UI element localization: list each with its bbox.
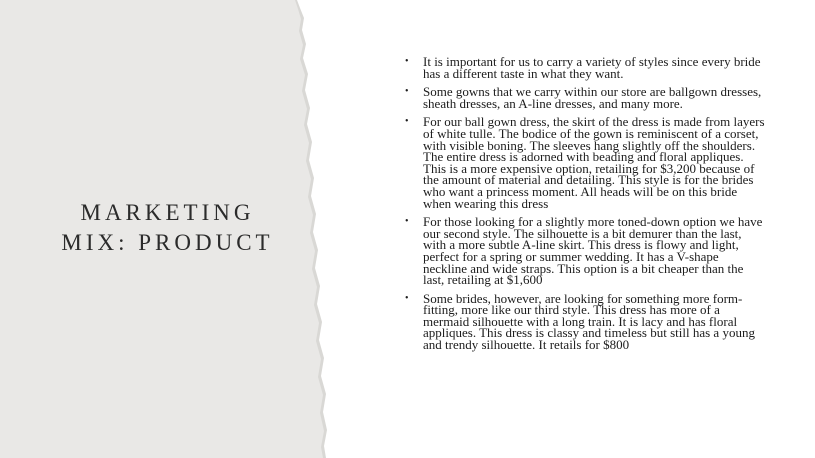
title-line-2: MIX: PRODUCT: [61, 230, 274, 255]
title-line-1: MARKETING: [80, 200, 255, 225]
bullet-item: [405, 290, 765, 353]
slide-title: [40, 198, 295, 258]
bullet-text: For our ball gown dress, the skirt of the dress is made from layers of white tulle. The bodice of the gown is reminiscent of a corset, with visible boning. The sleeves hang slightly off the shoulders. The entire dress is adorned with beading and floral appliques. This is a more expensive option, retailing for $3,200 because of the amount of material and detailing. This style is for the brides who want a princess moment. All heads will be on this bride when wearing this dress: [423, 114, 765, 211]
bullet-text: For those looking for a slightly more toned-down option we have our second style. The silhouette is a bit demurer than the last, with a more subtle A-line skirt. This dress is flowy and light, perfect for a spring or summer wedding. It has a V-shape neckline and wide straps. This option is a bit cheaper than the last, retailing at $1,600: [423, 214, 763, 288]
bullet-dot: •: [405, 116, 409, 128]
bullet-list: [405, 56, 765, 358]
bullet-item: [405, 216, 765, 286]
bullet-dot: •: [405, 216, 409, 228]
bullet-item: [405, 56, 765, 79]
bullet-item: [405, 86, 765, 109]
bullet-dot: •: [405, 56, 409, 67]
bullet-text: It is important for us to carry a variety of styles since every bride has a different taste in what they want.: [423, 54, 761, 81]
bullet-dot: •: [405, 86, 409, 98]
bullet-item: [405, 116, 765, 209]
bullet-text: Some brides, however, are looking for something more form-fitting, more like our third style. This dress has more of a mermaid silhouette with a long train. It is lacy and has floral appliques. This dress is classy and timeless but still has a young and trendy silhouette. It retails for $800: [423, 290, 755, 353]
bullet-dot: •: [405, 292, 409, 304]
bullet-text: Some gowns that we carry within our store are ballgown dresses, sheath dresses, an A-line dresses, and many more.: [423, 84, 762, 111]
